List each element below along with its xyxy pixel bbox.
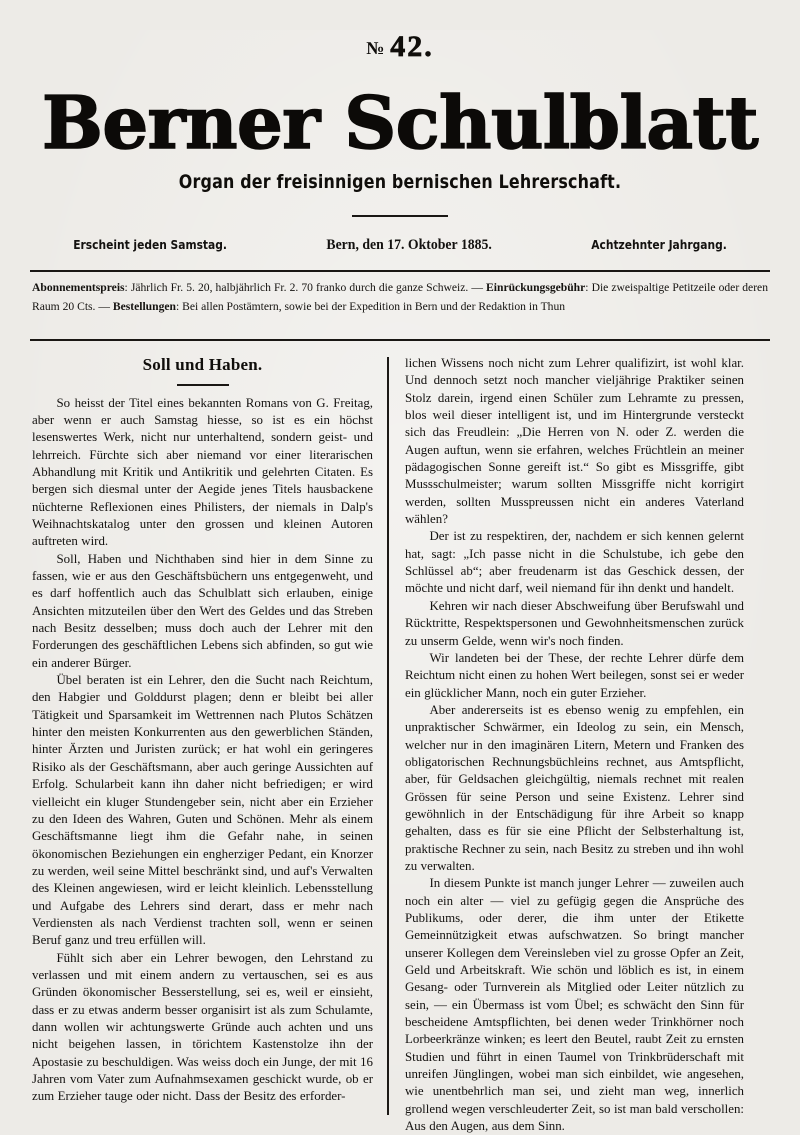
article-body	[28, 355, 772, 1134]
publication-frequency: Erscheint jeden Samstag.	[73, 237, 227, 253]
masthead-subtitle: Organ der freisinnigen bernischen Lehrerschaft.	[178, 171, 622, 194]
newspaper-page	[0, 30, 800, 1134]
article-title: Soll und Haben.	[142, 355, 263, 374]
column-right	[389, 355, 744, 1134]
volume-label: Achtzehnter Jahrgang.	[591, 237, 727, 253]
imprint-line	[47, 237, 754, 254]
paragraph: Wir landeten bei der These, der rechte Lehrer dürfe dem Reichtum nicht einen zu hohen Wert beilegen, sonst sei er weder ein glücklicher Mann, noch ein guter Erzieher.	[405, 650, 744, 700]
advertising-fee-text: : Die zweispaltige Petitzeile oder deren Raum 20 Cts. —	[32, 281, 768, 314]
paragraph: Der ist zu respektiren, der, nachdem er sich kennen gelernt hat, sagt: „Ich passe nicht in die Schulstube, ich gebe den Schlüssel ab“; aber freudenarm ist das Geschick dessen, der möchte und nicht darf, weil niemand für ihn denkt und handelt.	[405, 529, 744, 596]
banner-rule-bottom	[30, 339, 770, 341]
masthead-title: Berner Schulblatt	[42, 80, 758, 165]
subscription-price-label: Abonnementspreis	[32, 281, 125, 295]
paragraph: Kehren wir nach dieser Abschweifung über Berufswahl und Rücktritte, Respektspersonen und Gewohnheitsmenschen zurück zu unserm Gelde, wenn wir's noch finden.	[405, 598, 744, 648]
issue-number-prefix: №	[366, 38, 386, 58]
issue-number	[28, 30, 772, 64]
publication-date: Bern, den 17. Oktober 1885.	[326, 237, 492, 254]
paragraph: In diesem Punkte ist manch junger Lehrer — zuweilen auch noch ein alter — viel zu gefügig gegen die Ansprüche des Publikums, oder derer, die ihm unter der Etikette Gemeinnützigkeit etwas aufschwatzen. So bringt mancher unserer Kollegen dem Vereinsleben viel zu grosse Opfer an Zeit, Geld und Arbeitskraft. Wie schön und löblich es ist, in einem Gesang- oder Turnverein als Mitglied oder Leiter nützlich zu sein, — ein Übermass ist vom Übel; es schwächt den Sinn für bescheidene Amtspflichten, bei denen weder Trinkhörner noch Lorbeerkränze winken; es leert den Beutel, raubt Zeit zu ernsten Studien und führt in einen Taumel von Trinkbrüderschaft mit unreifen Jünglingen, wobei man sich einbildet, wie angesehen, wie unentbehrlich man sei, und zieht man weg, innerlich grollend wegen verschleuderter Zeit, so ist man bald verschollen: Aus den Augen, aus dem Sinn.	[405, 876, 744, 1134]
paragraph: lichen Wissens noch nicht zum Lehrer qualifizirt, ist wohl klar. Und dennoch setzt noch mancher vieljährige Praktiker seinen Stolz darein, irgend einen Schüler zum Lehramte zu pressen, blos weil dieser intelligent ist, und im Hintergrunde versteckt sich das Freudlein: „Die Herren von N. oder Z. werden die Augen auftun, wenn sie erfahren, welches Früchtlein an meiner pädagogischen Sonne gereift ist.“ So gibt es Missgriffe, gibt Mussschulmeister; warum sollten Missgriffe nicht korrigirt werden, sollten Musspreussen nicht ein anderes Vaterland wählen?	[405, 356, 744, 527]
paragraph: Soll, Haben und Nichthaben sind hier in dem Sinne zu fassen, wie er aus den Geschäftsbüchern uns entgegenweht, und es darf hoffentlich auch das Schulblatt sich erlauben, einige Ansichten mitzuteilen über den Wert des Geldes und das Streben nach Besitz desselben; muss doch auch der Lehrer mit den Forderungen des geschäftlichen Lebens sich abfinden, so gut wie ein anderer Bürger.	[32, 551, 373, 670]
article-title-divider	[177, 384, 229, 386]
masthead-divider	[352, 215, 448, 217]
issue-number-value: 42.	[390, 30, 434, 63]
paragraph: So heisst der Titel eines bekannten Romans von G. Freitag, aber wenn er auch Samstag hiesse, so ist es ein höchst lesenswertes Werk, nicht nur unterhaltend, sondern geist- und lehrreich. Fürchte sich aber niemand vor einer literarischen Abhandlung mit Kritik und Antikritik und gelehrten Citaten. Es bergen sich diesmal unter der Aegide jenes Titels hausbackene nüchterne Reflexionen eines Philisters, der niemals in Dalp's Weihnachtskatalog unter den grossen und kleinen Autoren auftreten wird.	[32, 395, 373, 549]
subscription-price-text: : Jährlich Fr. 5. 20, halbjährlich Fr. 2. 70 franko durch die ganze Schweiz. —	[124, 281, 487, 295]
subscription-banner	[28, 272, 772, 323]
paragraph: Übel beraten ist ein Lehrer, den die Sucht nach Reichtum, den Habgier und Golddurst plagen; denn er bleibt bei aller Tätigkeit und Sparsamkeit im Wettrennen nach Plutos Schätzen hinter den meisten Konkurrenten aus den gewerblichen Ständen, hinter Ärzten und Juristen zurück; er hat wohl ein geringeres Risiko als der Geschäftsmann, aber auch geringe Aussichten auf Erfolg. Schularbeit kann ihn daher nicht befriedigen; er wird vielleicht ein kluger Stundengeber sein, nicht aber ein Erzieher zu den Ideen des Wahren, Guten und Schönen. Mehr als einem Geschäftsmanne liegt ihm die Gefahr nahe, in seinen ökonomischen Beziehungen ein engherziger Pedant, ein Knorzer zu werden, weil seine Mittel beschränkt sind, und auf's Verwalten des Kleinen angewiesen, wird er leicht kleinlich. Lebensstellung und Aufgabe des Lehrers sind derart, dass er mehr nach Verdiensten als nach Verdienst trachten soll, wenn er seinen Beruf ganz und treu erfüllen will.	[32, 673, 373, 948]
advertising-fee-label: Einrückungsgebühr	[486, 281, 586, 295]
paragraph: Fühlt sich aber ein Lehrer bewogen, den Lehrstand zu verlassen und mit einem andern zu vertauschen, sei es aus Gründen ökonomischer Besserstellung, sei es, weil er einsieht, dass er zu etwas anderm besser organisirt ist als zum Schulamte, dann wollen wir achtungswerte Gründe auch achten und uns nicht beigehen lassen, in törichtem Kastenstolze ihn der Apostasie zu beschuldigen. Was weiss doch ein Junge, der mit 16 Jahren vom Vater zum Aufnahmsexamen geschickt wurde, ob er zum Erzieher tauge oder nicht. Dass der Besitz des erforder-	[32, 950, 373, 1104]
orders-text: : Bei allen Postämtern, sowie bei der Expedition in Bern und der Redaktion in Thun	[175, 300, 566, 314]
paragraph: Aber andererseits ist es ebenso wenig zu empfehlen, ein unpraktischer Schwärmer, ein Ideolog zu sein, ein Mensch, welcher nur in den imaginären Litern, Metern und Franken des obligatorischen Rechnungsbüchleins rechnet, aus Amtspflicht, aber, für Geldsachen gleichgültig, niemals rechnet mit realen Grössen für seine Person und seine Existenz. Lehrer sind gewöhnlich in der Entschädigung für ihre Arbeit so knapp gehalten, dass es für sie eine Pflicht der Selbsterhaltung ist, praktische Rechner zu sein, nach Besitz zu streben und ihn wohl zu verwalten.	[405, 702, 744, 873]
column-left	[32, 355, 387, 1115]
orders-label: Bestellungen	[112, 300, 176, 314]
